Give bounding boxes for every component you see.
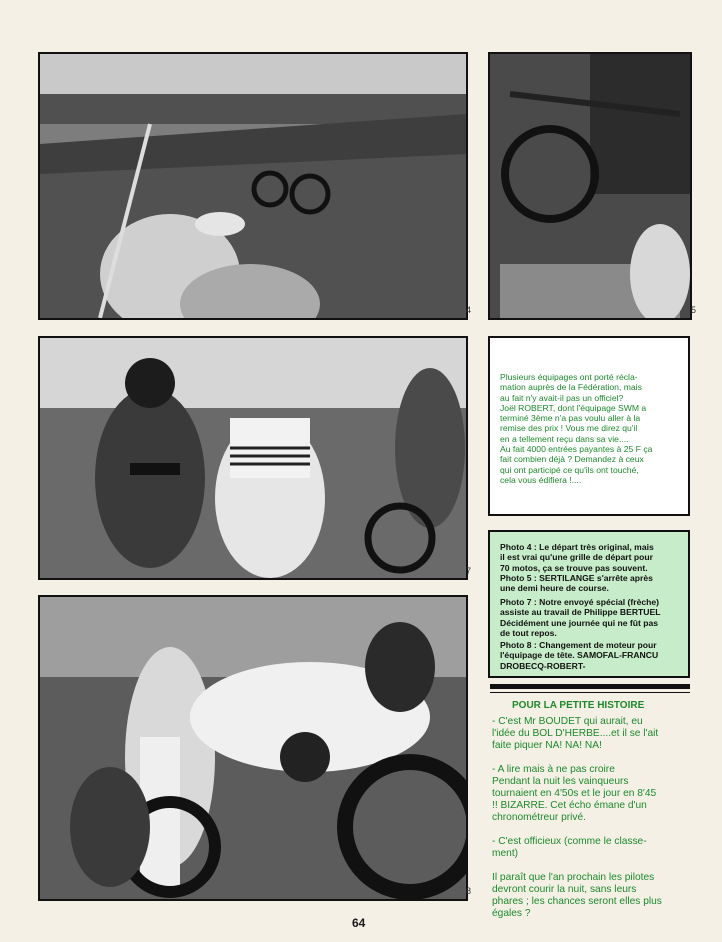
history-note-4: Il paraît que l'an prochain les pilotes devront courir la nuit, sans leurs phares ; les chances seront elles plus égales ? (492, 872, 662, 919)
photo-4-number: 4 (466, 305, 472, 315)
caption-photo-5: Photo 5 : SERTILANGE s'arrête après une demi heure de course. (500, 573, 653, 594)
caption-photo-7: Photo 7 : Notre envoyé spécial (frèche) assiste au travail de Philippe BERTUEL Décidément une journée qui ne fût pas de tout repos. (500, 597, 661, 638)
history-title: POUR LA PETITE HISTOIRE (512, 700, 645, 711)
photo-8-engine-change (38, 595, 468, 901)
commentary-box (488, 336, 690, 516)
caption-photo-8: Photo 8 : Changement de moteur pour l'équipage de tête. SAMOFAL-FRANCU DROBECQ-ROBERT- (500, 640, 659, 671)
caption-photo-4: Photo 4 : Le départ très original, mais il est vrai qu'une grille de départ pour 70 motos, ça se trouve pas souvent. (500, 542, 654, 573)
history-note-3: - C'est officieux (comme le classe- ment) (492, 836, 647, 859)
photo-4-start-grid (38, 52, 468, 320)
commentary-text: Plusieurs équipages ont porté récla- mation auprès de la Fédération, mais au fait n'y avait-il pas un officiel? Joël ROBERT, dont l'équipage SWM a terminé 3ème n'a pas voulu aller à la remise des prix ! Vous me direz qu'il en a tellement reçu dans sa vie.... Au fait 4000 entrées payantes à 25 F ça fait combien déjà ? Demandez à ceux qui ont participé ce qu'ils ont touché, cela vous édifiera !.... (500, 372, 653, 485)
photo-7-number: 7 (466, 566, 472, 576)
history-note-1: - C'est Mr BOUDET qui aurait, eu l'idée du BOL D'HERBE....et il se l'ait faite piquer NA! NA! NA! (492, 716, 659, 751)
section-divider-thick (490, 684, 690, 689)
photo-5-swm-bike (488, 52, 692, 320)
history-notes (492, 716, 688, 932)
captions-box (488, 530, 690, 678)
photo-8-number: 8 (466, 886, 472, 896)
history-note-2: - A lire mais à ne pas croire Pendant la nuit les vainqueurs tournaient en 4'50s et le jour en 8'45 !! BIZARRE. Cet écho émane d'un chronométreur privé. (492, 764, 657, 823)
photo-7-rider-mechanics (38, 336, 468, 580)
photo-5-number: 5 (691, 305, 697, 315)
page-number: 64 (352, 916, 366, 930)
section-divider-thin (490, 692, 690, 693)
